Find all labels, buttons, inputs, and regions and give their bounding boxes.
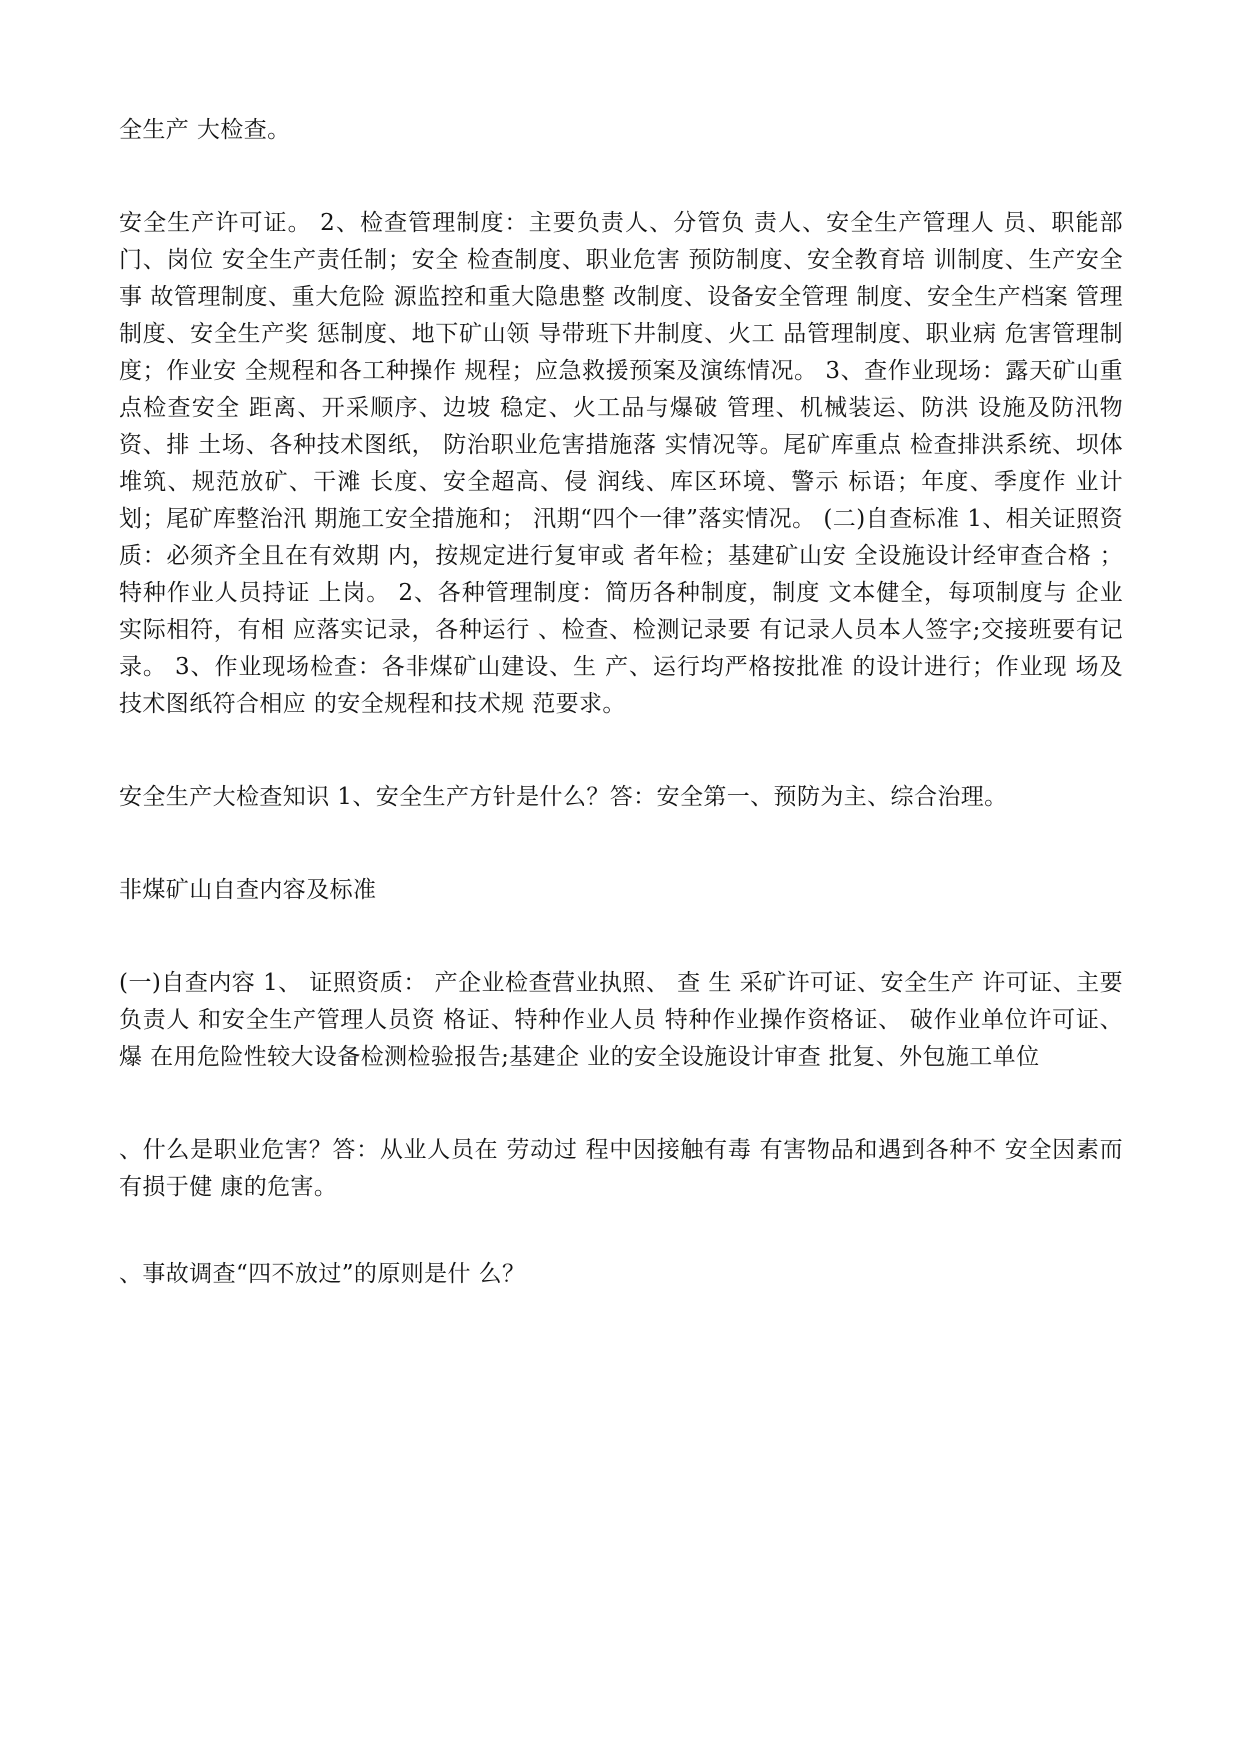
document-page: [119, 112, 1123, 1349]
paragraph-occupational-hazard: 、什么是职业危害？答：从业人员在 劳动过 程中因接触有毒 有害物品和遇到各种不 安全因素而有损于健 康的危害。: [119, 1137, 1123, 1200]
paragraph-closing-fragment: 全生产 大检查。: [119, 117, 291, 143]
paragraph-inspection-content: 安全生产许可证。 2、检查管理制度：主要负责人、分管负 责人、安全生产管理人 员、职能部门、岗位 安全生产责任制；安全 检查制度、职业危害 预防制度、安全教育培 训制度、生产安全事 故管理制度、重大危险 源监控和重大隐患整 改制度、设备安全管理 制度、安全生产档案 管理制度、安全生产奖 惩制度、地下矿山领 导带班下井制度、火工 品管理制度、职业病 危害管理制度；作业安 全规程和各工种操作 规程；应急救援预案及演练情况。 3、查作业现场：露天矿山重点检查安全 距离、开采顺序、边坡 稳定、火工品与爆破 管理、机械装运、防洪 设施及防汛物资、排 土场、各种技术图纸， 防治职业危害措施落 实情况等。尾矿库重点 检查排洪系统、坝体 堆筑、规范放矿、干滩 长度、安全超高、侵 润线、库区环境、警示 标语；年度、季度作 业计划；尾矿库整治汛 期施工安全措施和； 汛期“四个一律”落实情况。 (二)自查标准 1、相关证照资质：必须齐全且在有效期 内，按规定进行复审或 者年检；基建矿山安 全设施设计经审查合格 ；特种作业人员持证 上岗。 2、各种管理制度：简历各种制度，制度 文本健全，每项制度与 企业实际相符，有相 应落实记录，各种运行 、检查、检测记录要 有记录人员本人签字;交接班要有记录。 3、作业现场检查：各非煤矿山建设、生 产、运行均严格按批准 的设计进行；作业现 场及技术图纸符合相应 的安全规程和技术规 范要求。: [119, 210, 1123, 717]
section-heading: 非煤矿山自查内容及标准: [119, 877, 377, 903]
paragraph-accident-investigation: 、事故调查“四不放过”的原则是什 么？: [119, 1261, 526, 1287]
paragraph-self-check-content: (一)自查内容 1、 证照资质： 产企业检查营业执照、 查 生 采矿许可证、安全生产 许可证、主要负责人 和安全生产管理人员资 格证、特种作业人员 特种作业操作资格证、 破作业单位许可证、 爆 在用危险性较大设备检测检验报告;基建企 业的安全设施设计审查 批复、外包施工单位: [119, 970, 1123, 1070]
paragraph-safety-policy: 安全生产大检查知识 1、安全生产方针是什么？答：安全第一、预防为主、综合治理。: [119, 784, 1008, 810]
